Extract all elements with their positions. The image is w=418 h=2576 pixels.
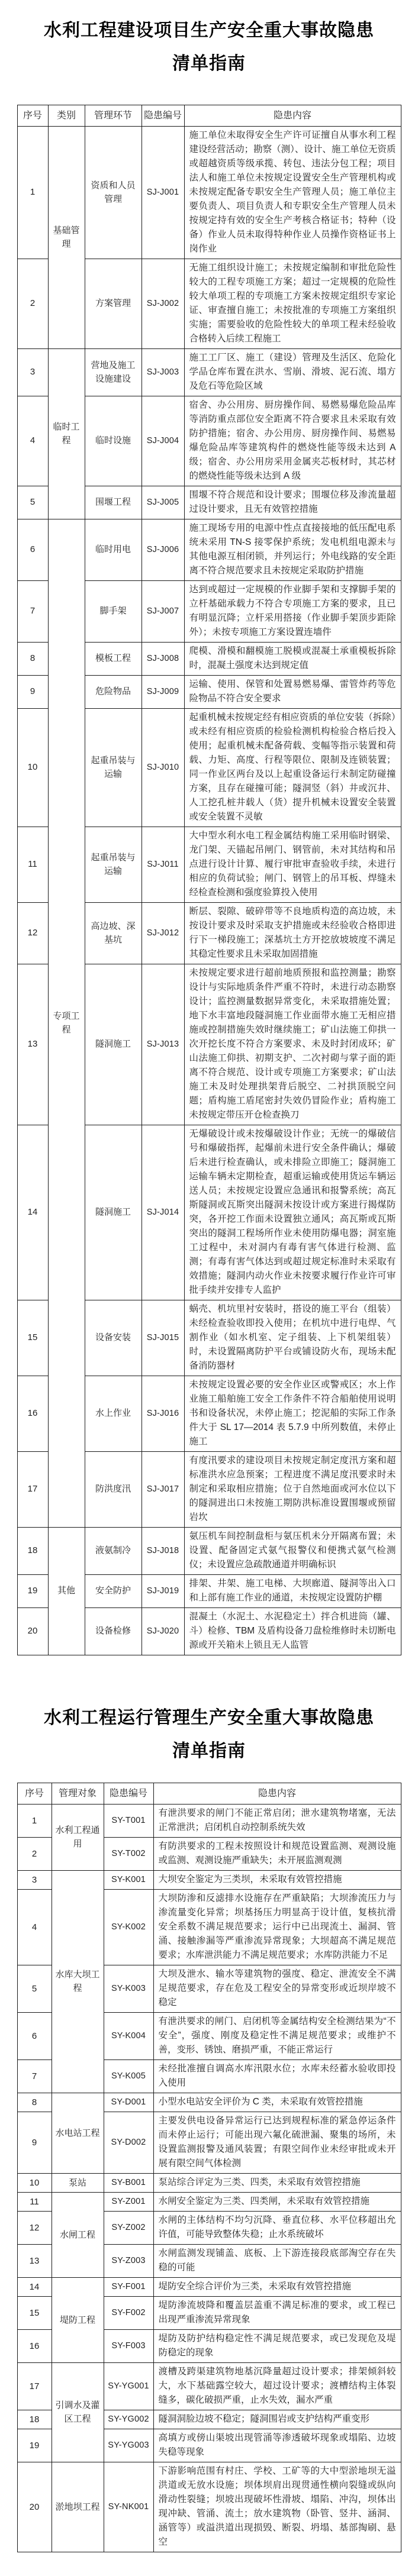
hazard-content: 未经批准擅自调高水库汛限水位；水库未经蓄水验收即投入使用 <box>153 2060 401 2093</box>
row-number: 19 <box>17 1575 48 1608</box>
hazard-code: SY-YG003 <box>104 2429 153 2462</box>
hazard-code: SY-D001 <box>104 2093 153 2112</box>
stage-cell: 模板工程 <box>85 643 142 676</box>
stage-cell: 危险物品 <box>85 676 142 709</box>
row-number: 13 <box>17 964 48 1125</box>
hazard-content: 水闸的主体结构不均匀沉降、垂直位移、水平位移超出允许值，可能导致整体失稳；止水系统破坏 <box>153 2212 401 2245</box>
hazard-code: SJ-J002 <box>142 259 184 349</box>
row-number: 10 <box>17 2174 52 2193</box>
hazard-content: 下游影响范围有村庄、学校、工矿等的大中型淤地坝无溢洪道或无放水设施；坝体坝肩出现贯通性横向裂缝或纵向滑动性裂缝；坝坡出现破坏性滑坡、塌陷、冲沟，坝体出现冲缺、管涌、流土；放水建筑物（卧管、竖井、涵洞、涵管等）或溢洪道出现损毁、断裂、坍塌、基部掏刷、悬空 <box>153 2462 401 2552</box>
hazard-content: 宿舍、办公用房、厨房操作间、易燃易爆危险品库等消防重点部位安全距离不符合要求且未采取有效防护措施；宿舍、办公用房、厨房操作间、易燃易爆危险品库等建筑构件的燃烧性能等级未达到 A 级；宿舍、办公用房采用金属夹芯板材时，其芯材的燃烧性能等级未达到 A 级 <box>184 396 401 486</box>
hazard-code: SY-F001 <box>104 2278 153 2297</box>
header-management-object: 管理对象 <box>52 1783 104 1805</box>
object-cell: 水电站工程 <box>52 2093 104 2174</box>
row-number: 4 <box>17 396 48 486</box>
hazard-content: 混凝土（水泥土、水泥稳定土）拌合机进筒（罐、斗）检修、TBM 及盾构设备刀盘检维修时未切断电源或开关箱未上锁且无人监管 <box>184 1608 401 1655</box>
hazard-content: 有泄洪要求的闸门不能正常启闭；泄水建筑物堵塞，无法正常泄洪；启闭机自动控制系统失效 <box>153 1805 401 1838</box>
operation-guide-title-line2: 清单指南 <box>172 1741 246 1761</box>
hazard-code: SY-YG002 <box>104 2410 153 2429</box>
construction-guide-title <box>17 14 401 80</box>
row-number: 4 <box>17 1890 52 1965</box>
hazard-content: 未按规定设置必要的安全作业区或警戒区；水上作业施工船舶施工安全工作条件不符合船舶使用说明书和设备状况，未停止施工；挖泥船的实际工作条件大于 SL 17—2014 表 5.7.9 中所列数值，未停止施工 <box>184 1376 401 1452</box>
hazard-code: SJ-J017 <box>142 1452 184 1528</box>
hazard-code: SY-F003 <box>104 2330 153 2363</box>
hazard-code: SY-Z002 <box>104 2212 153 2245</box>
object-cell: 水利工程通用 <box>52 1805 104 1871</box>
stage-cell: 资质和人员管理 <box>85 127 142 259</box>
table-row <box>17 2174 401 2193</box>
hazard-code: SY-Z001 <box>104 2193 153 2212</box>
stage-cell: 水上作业 <box>85 1376 142 1452</box>
hazard-code: SJ-J006 <box>142 519 184 581</box>
stage-cell: 起重吊装与运输 <box>85 709 142 827</box>
table-row <box>17 1528 401 1575</box>
hazard-content: 无施工组织设计施工；未按规定编制和审批危险性较大的工程专项施工方案；超过一定规模的危险性较大单项工程的专项施工方案未按规定组织专家论证、审查擅自施工；未按批准的专项施工方案组织实施；需要验收的危险性较大的单项工程未经验收合格转入后续工程施工 <box>184 259 401 349</box>
row-number: 10 <box>17 709 48 827</box>
hazard-code: SJ-J012 <box>142 903 184 964</box>
row-number: 18 <box>17 2410 52 2429</box>
hazard-code: SJ-J008 <box>142 643 184 676</box>
row-number: 16 <box>17 2330 52 2363</box>
row-number: 8 <box>17 643 48 676</box>
stage-cell: 安全防护 <box>85 1575 142 1608</box>
hazard-code: SY-NK001 <box>104 2462 153 2552</box>
row-number: 19 <box>17 2429 52 2462</box>
row-number: 6 <box>17 519 48 581</box>
category-cell: 临时工程 <box>48 349 85 519</box>
hazard-code: SY-YG001 <box>104 2363 153 2410</box>
stage-cell: 脚手架 <box>85 581 142 643</box>
hazard-code: SJ-J013 <box>142 964 184 1125</box>
construction-guide-title-line1: 水利工程建设项目生产安全重大事故隐患 <box>44 21 374 40</box>
hazard-code: SY-T001 <box>104 1805 153 1838</box>
hazard-content: 水闸安全鉴定为三类、四类闸，未采取有效管控措施 <box>153 2193 401 2212</box>
row-number: 14 <box>17 2278 52 2297</box>
hazard-code: SJ-J016 <box>142 1376 184 1452</box>
hazard-code: SJ-J007 <box>142 581 184 643</box>
hazard-code: SY-D002 <box>104 2112 153 2174</box>
table-row <box>17 2462 401 2552</box>
header-hazard-content: 隐患内容 <box>184 105 401 127</box>
table-row <box>17 2193 401 2212</box>
row-number: 3 <box>17 1871 52 1890</box>
hazard-content: 蜗壳、机坑里衬安装时，搭设的施工平台（组装）未经检查验收即投入使用；在机坑中进行电焊、气割作业（如水机室、定子组装、上下机架组装）时，未设置隔离防护平台或铺设防火布，现场未配备消防器材 <box>184 1300 401 1376</box>
row-number: 12 <box>17 2212 52 2245</box>
stage-cell: 营地及施工设施建设 <box>85 349 142 396</box>
hazard-content: 泵站综合评定为三类、四类，未采取有效管控措施 <box>153 2174 401 2193</box>
construction-guide-title-line2: 清单指南 <box>172 53 246 73</box>
hazard-code: SJ-J015 <box>142 1300 184 1376</box>
row-number: 2 <box>17 259 48 349</box>
hazard-content: 起重机械未按规定经有相应资质的单位安装（拆除）或未经有相应资质的检验检测机构检验合格后投入使用；起重机械未配备荷载、变幅等指示装置和荷载、力矩、高度、行程等限位、限制及连锁装置；同一作业区两台及以上起重设备运行未制定防碰撞方案，且存在碰撞可能；隧洞竖（斜）井或沉井、人工挖孔桩井载人（货）提升机械未设置安全装置或安全装置不灵敏 <box>184 709 401 827</box>
table-row <box>17 1871 401 1890</box>
row-number: 12 <box>17 903 48 964</box>
hazard-code: SY-K001 <box>104 1871 153 1890</box>
row-number: 2 <box>17 1838 52 1871</box>
hazard-content: 大坝防渗和反滤排水设施存在严重缺陷；大坝渗流压力与渗流量变化异常；坝基扬压力明显高于设计值，复核抗滑安全系数不满足规范要求；运行中已出现流土、漏洞、管涌、接触渗漏等严重渗流异常现象；大坝超高不满足规范要求；水库泄洪能力不满足规范要求；水库防洪能力不足 <box>153 1890 401 1965</box>
stage-cell: 防洪度汛 <box>85 1452 142 1528</box>
row-number: 7 <box>17 2060 52 2093</box>
table-row <box>17 2278 401 2297</box>
table-row <box>17 2093 401 2112</box>
hazard-content: 有防洪要求的工程未按照设计和规范设置监测、观测设施或监测、观测设施严重缺失；未开展监测观测 <box>153 1838 401 1871</box>
row-number: 9 <box>17 2112 52 2174</box>
hazard-content: 大中型水利水电工程金属结构施工采用临时钢梁、龙门架、天锚起吊闸门、钢管前，未对其结构和吊点进行设计计算、履行审批审查验收手续，未进行相应的负荷试验；闸门、钢管上的吊耳板、焊缝未经检查检测和强度验算投入使用 <box>184 827 401 903</box>
hazard-code: SJ-J010 <box>142 709 184 827</box>
stage-cell: 设备检修 <box>85 1608 142 1655</box>
hazard-code: SY-Z003 <box>104 2245 153 2278</box>
hazard-content: 水闸监测发现铺盖、底板、上下游连接段底部淘空存在失稳的可能 <box>153 2245 401 2278</box>
hazard-content: 堤防安全综合评价为三类，未采取有效管控措施 <box>153 2278 401 2297</box>
hazard-code: SY-B001 <box>104 2174 153 2193</box>
row-number: 5 <box>17 486 48 519</box>
row-number: 5 <box>17 1965 52 2013</box>
hazard-content: 围堰不符合规范和设计要求；围堰位移及渗流量超过设计要求，且无有效管控措施 <box>184 486 401 519</box>
row-number: 11 <box>17 827 48 903</box>
hazard-content: 施工工厂区、施工（建设）管理及生活区、危险化学品仓库布置在洪水、雪崩、滑坡、泥石流、塌方及危石等危险区域 <box>184 349 401 396</box>
operation-guide-title-line1: 水利工程运行管理生产安全重大事故隐患 <box>44 1708 374 1728</box>
row-number: 15 <box>17 1300 48 1376</box>
object-cell: 堤防工程 <box>52 2278 104 2363</box>
hazard-code: SJ-J019 <box>142 1575 184 1608</box>
hazard-code: SJ-J018 <box>142 1528 184 1575</box>
object-cell: 淤地坝工程 <box>52 2462 104 2552</box>
row-number: 6 <box>17 2013 52 2060</box>
hazard-code: SY-K002 <box>104 1890 153 1965</box>
stage-cell: 高边坡、深基坑 <box>85 903 142 964</box>
hazard-code: SJ-J020 <box>142 1608 184 1655</box>
hazard-content: 大坝及泄水、输水等建筑物的强度、稳定、泄流安全不满足规范要求，存在危及工程安全的异常变形或近坝岸坡不稳定 <box>153 1965 401 2013</box>
header-category: 类别 <box>48 105 85 127</box>
construction-hazard-table <box>17 105 401 1655</box>
operation-guide-title <box>17 1702 401 1767</box>
table-row <box>17 519 401 581</box>
operation-hazard-table <box>17 1783 401 2552</box>
table-row <box>17 127 401 259</box>
header-hazard-code: 隐患编号 <box>104 1783 153 1805</box>
hazard-code: SJ-J005 <box>142 486 184 519</box>
header-seq-no: 序号 <box>17 1783 52 1805</box>
row-number: 20 <box>17 1608 48 1655</box>
stage-cell: 设备安装 <box>85 1300 142 1376</box>
stage-cell: 围堰工程 <box>85 486 142 519</box>
hazard-code: SY-T002 <box>104 1838 153 1871</box>
hazard-content: 施工单位未取得安全生产许可证擅自从事水利工程建设经营活动；勘察（测）、设计、施工单位无资质或超越资质等级承揽、转包、违法分包工程；项目法人和施工单位未按规定设置安全生产管理机构或未按规定配备专职安全生产管理人员；施工单位主要负责人、项目负责人和专职安全生产管理人员未按规定持有效的安全生产考核合格证书；特种（设备）作业人员未取得特种作业人员操作资格证书上岗作业 <box>184 127 401 259</box>
stage-cell: 临时设施 <box>85 396 142 486</box>
stage-cell: 隧洞施工 <box>85 1125 142 1300</box>
row-number: 15 <box>17 2297 52 2330</box>
hazard-content: 排架、井架、施工电梯、大坝廊道、隧洞等出入口和上部有施工作业的通道，未按规定设置防护棚 <box>184 1575 401 1608</box>
stage-cell: 临时用电 <box>85 519 142 581</box>
hazard-code: SJ-J003 <box>142 349 184 396</box>
hazard-content: 无爆破设计或未按爆破设计作业；无统一的爆破信号和爆破指挥，起爆前未进行安全条件确认；爆破后未进行检查确认，或未排险立即施工；隧洞施工运输车辆未定期检查，超重运输或使用货运车辆运送人员；未按规定设置应急通讯和报警系统；高瓦斯隧洞或瓦斯突出隧洞未按设计或方案进行揭煤防突，各开挖工作面未设置独立通风；高瓦斯或瓦斯突出的隧洞工程场所作业未使用防爆电器；洞室施工过程中，未对洞内有毒有害气体进行检测、监测；有毒有害气体达到或超过规定标准时未采取有效措施；隧洞内动火作业未按要求履行作业许可审批手续并安排专人监护 <box>184 1125 401 1300</box>
row-number: 3 <box>17 349 48 396</box>
category-cell: 专项工程 <box>48 519 85 1528</box>
table-row <box>17 1805 401 1838</box>
object-cell: 泵站 <box>52 2174 104 2193</box>
hazard-content: 有泄洪要求的闸门、启闭机等金属结构安全检测结果为“不安全”，强度、刚度及稳定性不满足规范要求；或维护不善，变形、锈蚀、磨损严重，不能正常运行 <box>153 2013 401 2060</box>
hazard-content: 运输、使用、保管和处置易燃易爆、雷管炸药等危险物品不符合安全要求 <box>184 676 401 709</box>
row-number: 17 <box>17 2363 52 2410</box>
row-number: 1 <box>17 127 48 259</box>
hazard-code: SY-K003 <box>104 1965 153 2013</box>
object-cell: 引调水及灌区工程 <box>52 2363 104 2462</box>
row-number: 18 <box>17 1528 48 1575</box>
hazard-content: 未按规定要求进行超前地质预报和监控测量；勘察设计与实际地质条件严重不符时，未进行动态勘察设计；监控测量数据异常变化，未采取措施处置；地下水丰富地段隧洞施工作业面带水施工无相应措施或控制措施失效时继续施工；矿山法施工仰拱一次开挖长度不符合方案要求、未及时封闭成环；矿山法施工仰拱、初期支护、二次衬砌与掌子面的距离不符合规范、设计或专项施工方案要求；矿山法施工未及时处理拱架背后脱空、二衬拱顶脱空问题；盾构施工盾尾密封失效仍冒险作业；盾构施工未按规定带压开仓检查换刀 <box>184 964 401 1125</box>
hazard-content: 堤防及防护结构稳定性不满足规范要求，或已发现危及堤防稳定的现象 <box>153 2330 401 2363</box>
hazard-code: SJ-J004 <box>142 396 184 486</box>
row-number: 9 <box>17 676 48 709</box>
hazard-content: 小型水电站安全评价为 C 类，未采取有效管控措施 <box>153 2093 401 2112</box>
stage-cell: 方案管理 <box>85 259 142 349</box>
hazard-content: 断层、裂隙、破碎带等不良地质构造的高边坡，未按设计要求及时采取支护措施或未经验收合格即进行下一梯段施工；深基坑土方开挖放坡坡度不满足其稳定性要求且未采取加固措施 <box>184 903 401 964</box>
hazard-content: 施工现场专用的电源中性点直接接地的低压配电系统未采用 TN-S 接零保护系统；发电机组电源未与其他电源互相闭锁，并列运行；外电线路的安全距离不符合规范要求且未按规定采取防护措施 <box>184 519 401 581</box>
header-seq-no: 序号 <box>17 105 48 127</box>
hazard-content: 氨压机车间控制盘柜与氨压机未分开隔离布置；未设置、配备固定式氨气报警仪和便携式氨气检测仪；未设置应急疏散通道并明确标识 <box>184 1528 401 1575</box>
row-number: 17 <box>17 1452 48 1528</box>
header-stage: 管理环节 <box>85 105 142 127</box>
bottom-margin <box>0 2552 418 2576</box>
row-number: 8 <box>17 2093 52 2112</box>
row-number: 7 <box>17 581 48 643</box>
hazard-content: 隧洞洞脸边坡不稳定；隧洞围岩或支护结构严重变形 <box>153 2410 401 2429</box>
row-number: 11 <box>17 2193 52 2212</box>
hazard-content: 达到或超过一定规模的作业脚手架和支撑脚手架的立杆基础承载力不符合专项施工方案的要求，且已有明显沉降；立杆采用搭接（作业脚手架顶步距除外）；未按专项施工方案设置连墙件 <box>184 581 401 643</box>
stage-cell: 隧洞施工 <box>85 964 142 1125</box>
stage-cell: 起重吊装与运输 <box>85 827 142 903</box>
header-hazard-code: 隐患编号 <box>142 105 184 127</box>
table-row <box>17 349 401 396</box>
category-cell: 其他 <box>48 1528 85 1655</box>
object-cell: 水闸工程 <box>52 2193 104 2278</box>
hazard-content: 渡槽及跨渠建筑物地基沉降量超过设计要求；排架倾斜较大，水下基础露空较大，超过设计要求；渡槽结构主体裂缝多，碳化破损严重，止水失效，漏水严重 <box>153 2363 401 2410</box>
row-number: 13 <box>17 2245 52 2278</box>
row-number: 20 <box>17 2462 52 2552</box>
hazard-content: 大坝安全鉴定为三类坝，未采取有效管控措施 <box>153 1871 401 1890</box>
construction-table-header-row <box>17 105 401 127</box>
hazard-code: SY-F002 <box>104 2297 153 2330</box>
hazard-content: 高填方或傍山渠坡出现管涌等渗透破坏现象或塌陷、边坡失稳等现象 <box>153 2429 401 2462</box>
header-hazard-content: 隐患内容 <box>153 1783 401 1805</box>
hazard-code: SY-K004 <box>104 2013 153 2060</box>
hazard-code: SJ-J014 <box>142 1125 184 1300</box>
hazard-code: SJ-J011 <box>142 827 184 903</box>
hazard-content: 有度汛要求的建设项目未按规定制定度汛方案和超标准洪水应急预案；工程进度不满足度汛要求时未制定和采取相应措施；位于自然地面或河水位以下的隧洞进出口未按施工期防洪标准设置围堰或预留岩坎 <box>184 1452 401 1528</box>
row-number: 16 <box>17 1376 48 1452</box>
category-cell: 基础管理 <box>48 127 85 349</box>
hazard-code: SJ-J009 <box>142 676 184 709</box>
hazard-code: SJ-J001 <box>142 127 184 259</box>
stage-cell: 液氨制冷 <box>85 1528 142 1575</box>
table-row <box>17 2363 401 2410</box>
object-cell: 水库大坝工程 <box>52 1871 104 2093</box>
hazard-content: 主要发供电设备异常运行已达到规程标准的紧急停运条件而未停止运行；可能出现六氟化硫泄漏、聚集的场所，未设置监测报警及通风装置；有限空间作业未经审批或未开展有限空间气体检测 <box>153 2112 401 2174</box>
hazard-content: 堤防渗流坡降和覆盖层盖重不满足标准的要求，或工程已出现严重渗流异常现象 <box>153 2297 401 2330</box>
hazard-content: 爬模、滑模和翻模施工脱模或混凝土承重模板拆除时，混凝土强度未达到规定值 <box>184 643 401 676</box>
operation-table-header-row <box>17 1783 401 1805</box>
row-number: 1 <box>17 1805 52 1838</box>
hazard-code: SY-K005 <box>104 2060 153 2093</box>
row-number: 14 <box>17 1125 48 1300</box>
